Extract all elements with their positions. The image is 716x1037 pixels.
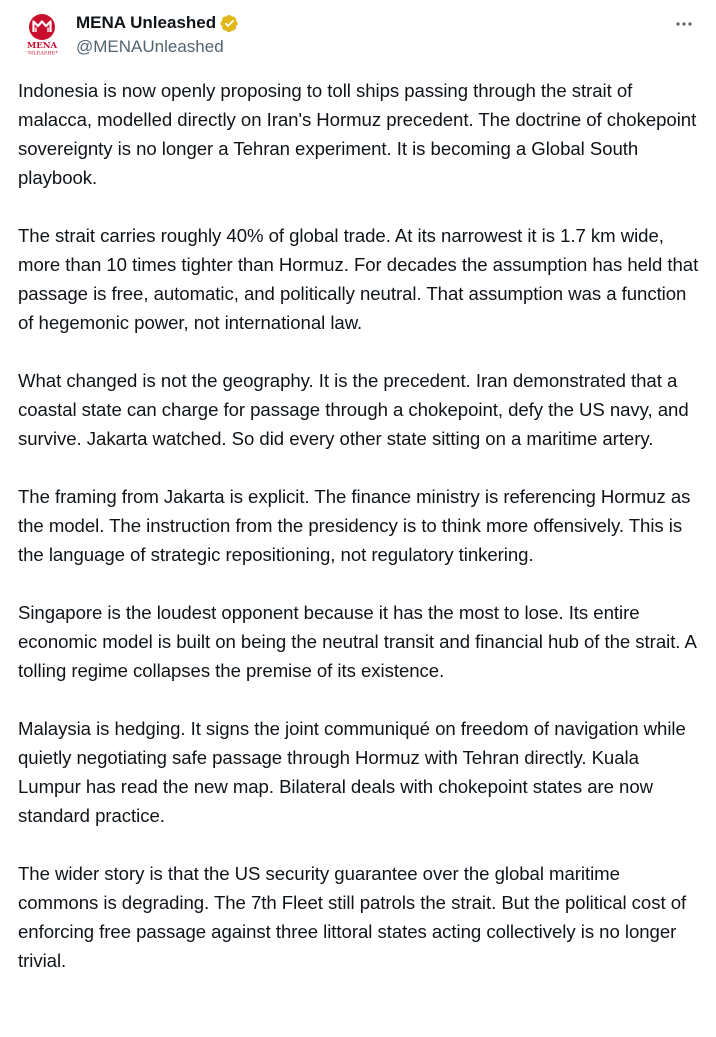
tweet-paragraph: The wider story is that the US security guarantee over the global maritime commons is degrading. The 7th Fleet still patrols the strait. But the political cost of enforcing free passage against three littoral states acting collectively is no longer trivial.	[18, 863, 687, 971]
tweet-paragraph: Malaysia is hedging. It signs the joint communiqué on freedom of navigation while quietly negotiating safe passage through Hormuz with Tehran directly. Kuala Lumpur has read the new map. Bilateral deals with chokepoint states are now standard practice.	[18, 718, 686, 826]
display-name-row	[76, 12, 239, 34]
tweet-header	[18, 10, 698, 60]
tweet-text	[18, 76, 704, 975]
author-names	[76, 12, 239, 57]
tweet-paragraph: Singapore is the loudest opponent because it has the most to lose. Its entire economic model is built on being the neutral transit and financial hub of the strait. A tolling regime collapses the premise of its existence.	[18, 602, 696, 681]
tweet-paragraph: The framing from Jakarta is explicit. The finance ministry is referencing Hormuz as the model. The instruction from the presidency is to think more offensively. This is the language of strategic repositioning, not regulatory tinkering.	[18, 486, 691, 565]
more-horizontal-icon[interactable]	[670, 14, 698, 34]
avatar-text-bottom: UNLEASHED	[24, 50, 60, 57]
avatar-text-top: MENA	[26, 41, 58, 51]
avatar[interactable]	[18, 10, 66, 58]
verified-badge-icon[interactable]	[220, 14, 239, 33]
display-name[interactable]: MENA Unleashed	[76, 13, 217, 32]
tweet-paragraph: The strait carries roughly 40% of global trade. At its narrowest it is 1.7 km wide, more than 10 times tighter than Hormuz. For decades the assumption has held that passage is free, automatic, and politically neutral. That assumption was a function of hegemonic power, not international law.	[18, 225, 699, 333]
tweet-paragraph: Indonesia is now openly proposing to toll ships passing through the strait of malacca, modelled directly on Iran's Hormuz precedent. The doctrine of chokepoint sovereignty is no longer a Tehran experiment. It is becoming a Global South playbook.	[18, 80, 697, 188]
handle[interactable]: @MENAUnleashed	[76, 37, 224, 56]
tweet-paragraph: What changed is not the geography. It is the precedent. Iran demonstrated that a coastal state can charge for passage through a chokepoint, defy the US navy, and survive. Jakarta watched. So did every other state sitting on a maritime artery.	[18, 370, 689, 449]
mena-logo-icon	[18, 10, 66, 58]
